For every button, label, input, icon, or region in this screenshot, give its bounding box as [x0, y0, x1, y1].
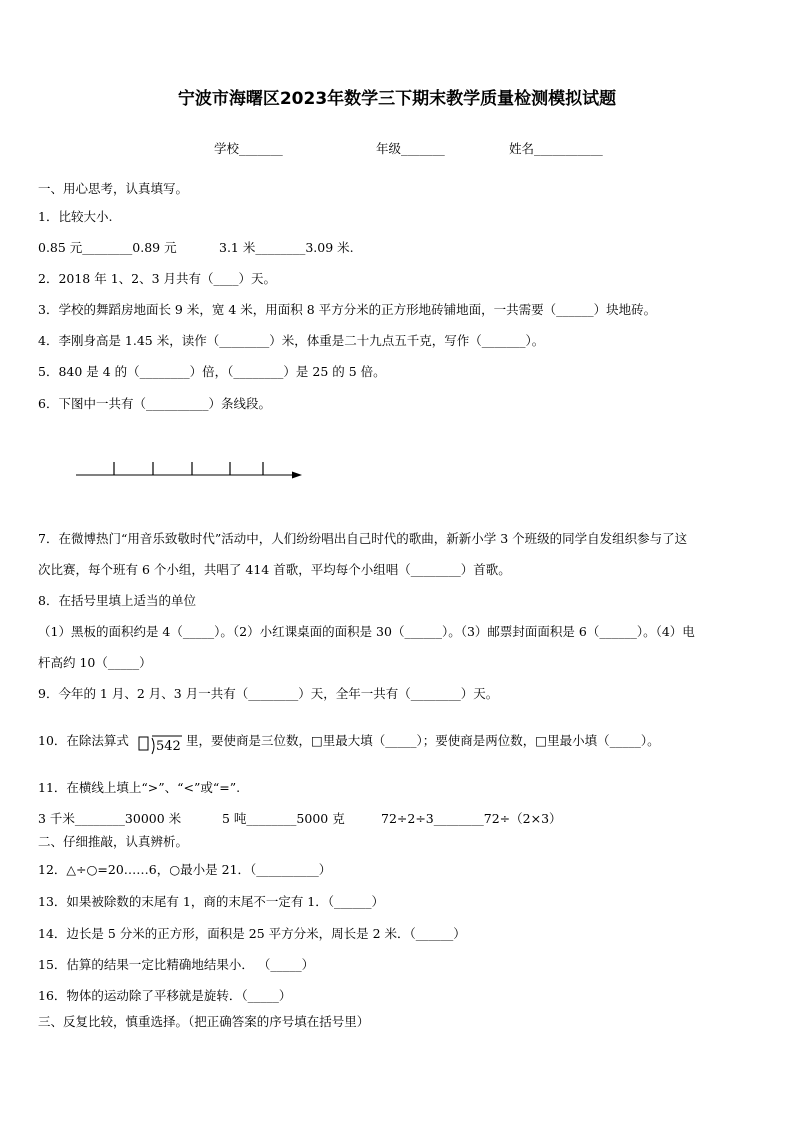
question-7-line-2: 次比赛，每个班有 6 个小组，共唱了 414 首歌，平均每个小组唱（________）首歌。	[38, 562, 511, 577]
question-12: 12．△÷○=20……6，○最小是 21．（__________）	[38, 862, 332, 877]
question-1a: 0.85 元________0.89 元	[38, 240, 177, 255]
question-6: 6．下图中一共有（__________）条线段。	[38, 396, 271, 411]
question-14: 14．边长是 5 分米的正方形，面积是 25 平方分米，周长是 2 米．（______）	[38, 926, 466, 941]
figure-arrowhead	[292, 472, 302, 479]
section-3-heading: 三、反复比较，慎重选择。（把正确答案的序号填在括号里）	[38, 1014, 370, 1029]
question-11b: 5 吨________5000 克	[222, 811, 345, 826]
page-title: 宁波市海曙区2023年数学三下期末教学质量检测模拟试题	[177, 89, 617, 109]
section-2-heading: 二、仔细推敲，认真辨析。	[38, 834, 189, 849]
question-13: 13．如果被除数的末尾有 1，商的末尾不一定有 1．（______）	[38, 894, 385, 909]
blank-box	[139, 737, 148, 750]
question-5: 5．840 是 4 的（________）倍，（________）是 25 的 5 倍。	[38, 364, 386, 379]
school-field: 学校_______	[214, 141, 283, 156]
question-8-line-1: （1）黑板的面积约是 4（_____）。（2）小红课桌面的面积是 30（______）。（3）邮票封面面积是 6（______）。（4）电	[38, 624, 695, 639]
section-1-heading: 一、用心思考，认真填写。	[38, 181, 189, 196]
question-3: 3．学校的舞蹈房地面长 9 米，宽 4 米，用面积 8 平方分米的正方形地砖铺地面，一共需要（______）块地砖。	[38, 302, 657, 317]
line-segment-figure	[70, 455, 310, 485]
question-4: 4．李刚身高是 1.45 米，读作（________）米，体重是二十九点五千克，写作（_______）。	[38, 333, 545, 348]
dividend-text: 542	[156, 739, 181, 754]
question-11: 11．在横线上填上“>”、“<”或“=”.	[38, 780, 241, 795]
question-1: 1．比较大小.	[38, 209, 113, 224]
question-10-prefix: 10．在除法算式	[38, 733, 129, 748]
question-11c: 72÷2÷3________72÷（2×3）	[381, 811, 562, 826]
division-bracket	[152, 738, 154, 754]
question-11a: 3 千米________30000 米	[38, 811, 182, 826]
question-8: 8．在括号里填上适当的单位	[38, 593, 196, 608]
question-16: 16．物体的运动除了平移就是旋转．（_____）	[38, 988, 292, 1003]
question-10-suffix: 里，要使商是三位数，□里最大填（_____）；要使商是两位数，□里最小填（_____）。	[186, 733, 660, 748]
question-1b: 3.1 米________3.09 米.	[219, 240, 354, 255]
name-field: 姓名___________	[509, 141, 603, 156]
question-9: 9．今年的 1 月、2 月、3 月一共有（________）天，全年一共有（________）天。	[38, 686, 499, 701]
question-2: 2．2018 年 1、2、3 月共有（____）天。	[38, 271, 277, 286]
division-bracket-figure	[136, 733, 184, 757]
question-15: 15．估算的结果一定比精确地结果小． （_____）	[38, 957, 315, 972]
question-8-line-2: 杆高约 10（_____）	[38, 655, 152, 670]
grade-field: 年级_______	[376, 141, 445, 156]
question-7-line-1: 7．在微博热门“用音乐致敬时代”活动中，人们纷纷唱出自己时代的歌曲，新新小学 3 个班级的同学自发组织参与了这	[38, 531, 688, 546]
